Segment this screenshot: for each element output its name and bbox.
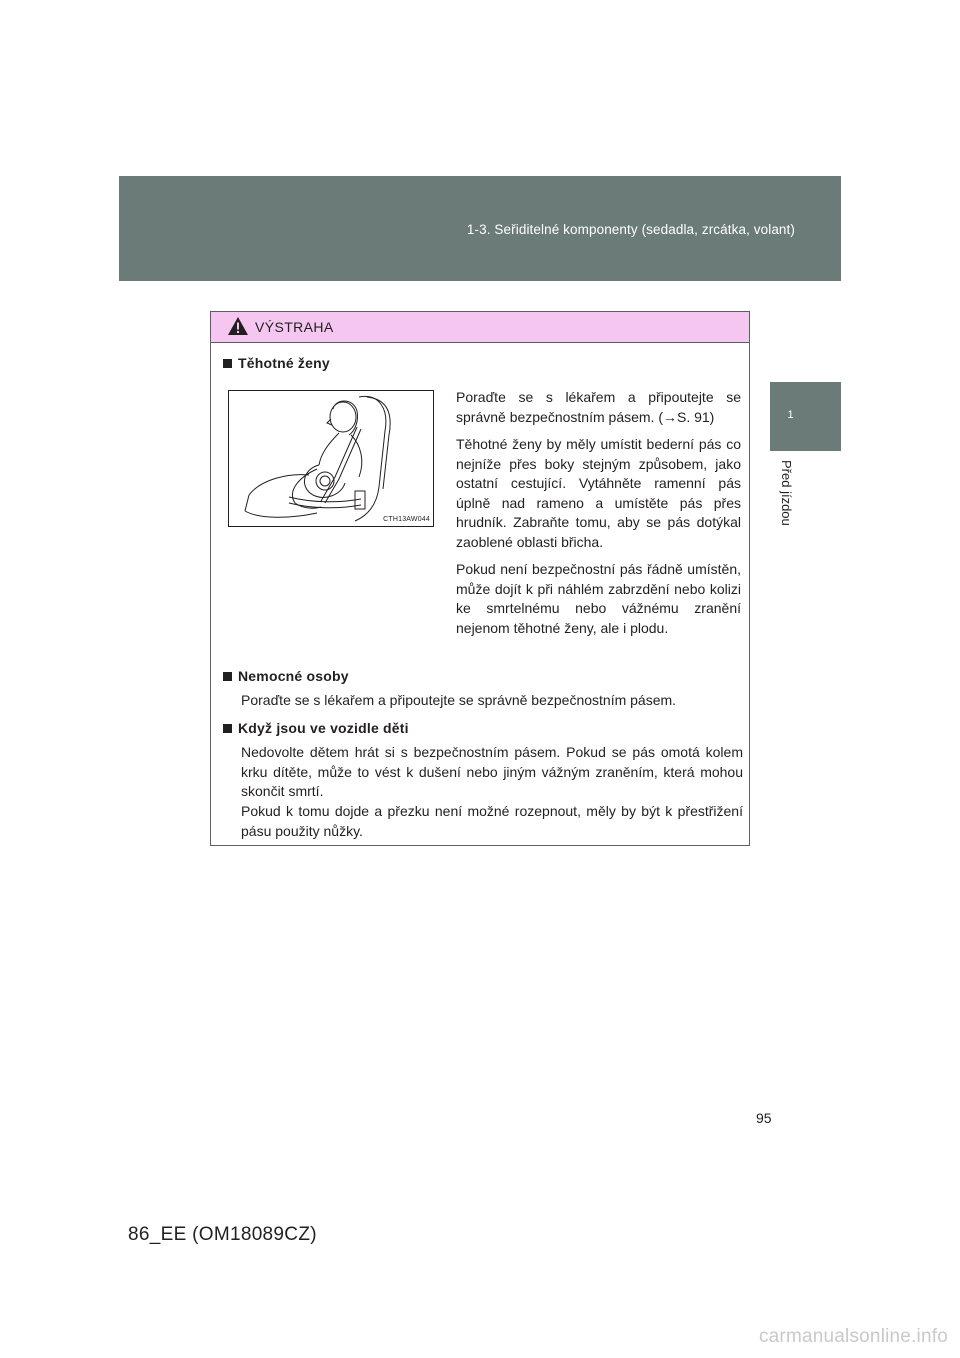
warning-header (211, 312, 749, 343)
watermark: carmanualsonline.info (758, 1326, 948, 1347)
pregnant-woman-seatbelt-illustration (228, 390, 434, 527)
pregnant-paragraph-1: Poraďte se s lékařem a připoutejte se správně bezpečnostním pásem. (→S. 91) (456, 389, 741, 425)
pregnant-paragraph-3: Pokud není bezpečnostní pás řádně umístěn, může dojít k při náhlém zabrzdění nebo kolizi ke smrtelnému nebo vážnému zranění nejenom těhotné ženy, ale i plodu. (456, 561, 741, 636)
section-header-bar (119, 176, 841, 281)
section-heading-children: Když jsou ve vozidle děti (223, 720, 409, 736)
chapter-label: Před jízdou (779, 460, 794, 526)
warning-title: VÝSTRAHA (255, 319, 334, 335)
sick-paragraph: Poraďte se s lékařem a připoutejte se správně bezpečnostním pásem. (241, 692, 677, 708)
page-number: 95 (756, 1110, 772, 1126)
children-paragraph-1: Nedovolte dětem hrát si s bezpečnostním pásem. Pokud se pás omotá kolem krku dítěte, může to vést k dušení nebo jiným vážným zraněním, která mohou skončit smrtí. (241, 744, 743, 799)
illustration-code: CTH13AW044 (383, 516, 430, 523)
chapter-number: 1 (787, 409, 794, 421)
chapter-tab (770, 382, 841, 451)
pregnant-paragraph-2: Těhotné ženy by měly umístit bederní pás co nejníže přes boky stejným způsobem, jako ostatní cestující. Vytáhněte ramenní pás úplně nad rameno a umístěte pás přes hrudník. Zabraňte tomu, aby se pás dotýkal zaoblené oblasti břicha. (456, 436, 741, 550)
section-title: 1-3. Seřiditelné komponenty (sedadla, zrcátka, volant) (466, 222, 795, 237)
model-code: 86_EE (OM18089CZ) (128, 1224, 317, 1245)
illustration-drawing (229, 391, 433, 526)
section-heading-pregnant: Těhotné ženy (223, 355, 330, 371)
children-paragraph-2: Pokud k tomu dojde a přezku není možné rozepnout, měly by být k přestřižení pásu použity nůžky. (241, 803, 743, 839)
warning-box (210, 311, 750, 846)
square-bullet-icon (223, 672, 232, 681)
warning-triangle-icon (227, 316, 249, 336)
square-bullet-icon (223, 359, 232, 368)
chapter-label-container (779, 460, 802, 540)
square-bullet-icon (223, 724, 232, 733)
section-heading-sick: Nemocné osoby (223, 668, 349, 684)
